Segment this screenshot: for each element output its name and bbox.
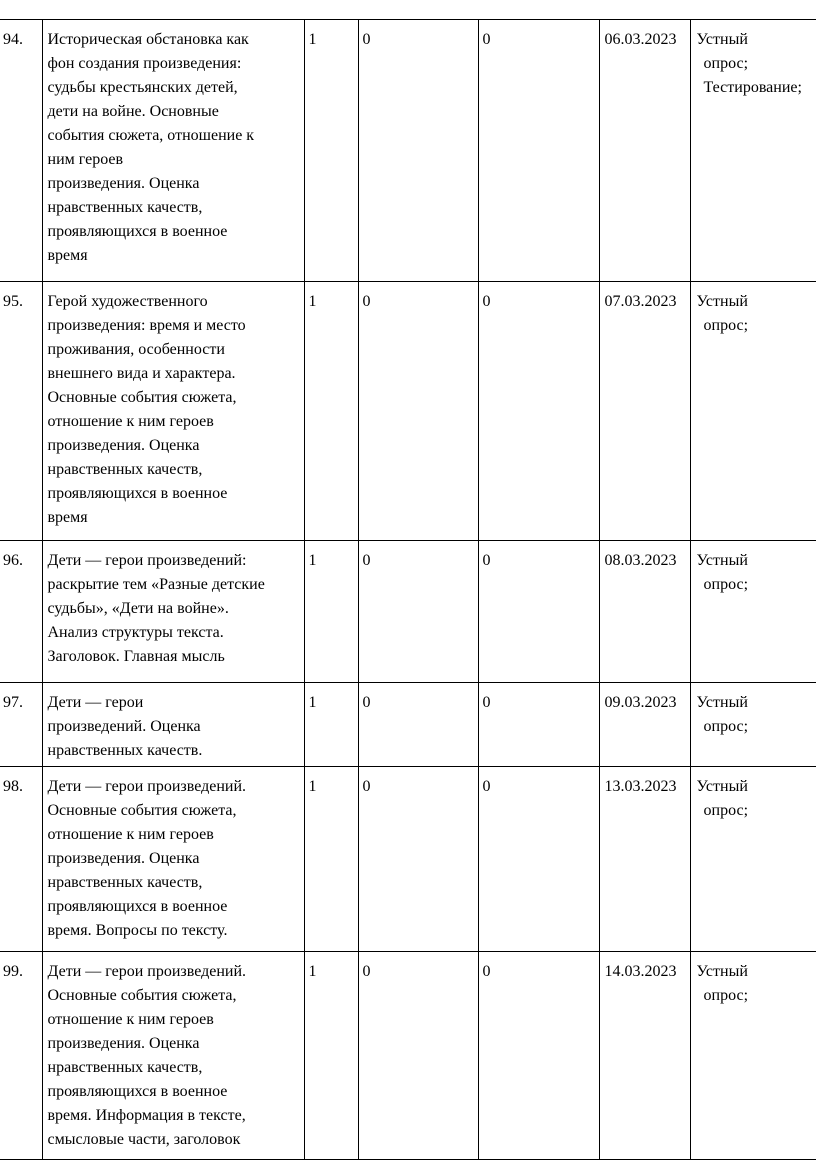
total-hours [304, 282, 358, 541]
lesson-topic-line: произведения: время и место [47, 317, 246, 334]
lesson-number-text: 97. [3, 694, 23, 711]
lesson-topic-line: нравственных качеств, [47, 1059, 203, 1076]
table-row [0, 952, 816, 1160]
assessment-form [690, 20, 816, 282]
lesson-topic-line: Заголовок. Главная мысль [47, 648, 225, 665]
lesson-topic-line: Основные события сюжета, [47, 802, 237, 819]
lesson-topic-line: судьбы», «Дети на войне». [47, 600, 229, 617]
total-hours-value: 1 [308, 552, 317, 569]
practice-hours-value: 0 [482, 293, 491, 310]
table-row [0, 767, 816, 952]
assessment-form-line: Устный [696, 31, 748, 48]
lesson-topic-line: нравственных качеств, [47, 874, 203, 891]
control-hours [358, 683, 478, 767]
lesson-number-text: 95. [3, 293, 23, 310]
control-hours [358, 541, 478, 683]
total-hours [304, 767, 358, 952]
lesson-topic [42, 20, 304, 282]
lesson-topic-line: произведения. Оценка [47, 175, 200, 192]
lesson-date [599, 767, 690, 952]
practice-hours [478, 20, 599, 282]
lesson-topic-line: время [47, 509, 88, 526]
control-hours-value: 0 [362, 778, 371, 795]
lesson-topic-line: Анализ структуры текста. [47, 624, 224, 641]
assessment-form [690, 541, 816, 683]
lesson-topic-line: произведения. Оценка [47, 850, 200, 867]
table-row [0, 541, 816, 683]
lesson-number-text: 99. [3, 963, 23, 980]
total-hours-value: 1 [308, 963, 317, 980]
lesson-topic-line: отношение к ним героев [47, 1011, 214, 1028]
assessment-form [690, 952, 816, 1160]
lesson-topic-line: раскрытие тем «Разные детские [47, 576, 265, 593]
lesson-topic-line: Дети — герои [47, 694, 144, 711]
control-hours [358, 20, 478, 282]
control-hours [358, 767, 478, 952]
lesson-topic-line: проживания, особенности [47, 341, 225, 358]
practice-hours [478, 952, 599, 1160]
assessment-form-line: опрос; [703, 576, 749, 593]
lesson-topic-line: время. Информация в тексте, [47, 1107, 246, 1124]
lesson-date-value: 13.03.2023 [604, 778, 677, 795]
lesson-date [599, 20, 690, 282]
lesson-topic-line: Историческая обстановка как [47, 31, 249, 48]
assessment-form-line: опрос; [703, 55, 749, 72]
assessment-form [690, 683, 816, 767]
practice-hours-value: 0 [482, 963, 491, 980]
lesson-topic-line: нравственных качеств, [47, 199, 203, 216]
control-hours-value: 0 [362, 552, 371, 569]
control-hours-value: 0 [362, 694, 371, 711]
assessment-form-line: Устный [696, 293, 748, 310]
lesson-topic-line: события сюжета, отношение к [47, 127, 255, 144]
lesson-topic-line: проявляющихся в военное [47, 898, 228, 915]
lesson-topic-line: дети на войне. Основные [47, 103, 219, 120]
lesson-topic-line: Основные события сюжета, [47, 389, 237, 406]
table-row [0, 683, 816, 767]
lesson-topic [42, 541, 304, 683]
assessment-form-line: опрос; [703, 718, 749, 735]
lesson-topic-line: время [47, 247, 88, 264]
control-hours [358, 952, 478, 1160]
lesson-topic-line: произведения. Оценка [47, 1035, 200, 1052]
practice-hours [478, 767, 599, 952]
lesson-number [0, 683, 42, 767]
lesson-topic-line: произведения. Оценка [47, 437, 200, 454]
lesson-topic-line: судьбы крестьянских детей, [47, 79, 238, 96]
lesson-number [0, 20, 42, 282]
lesson-topic-line: время. Вопросы по тексту. [47, 922, 228, 939]
lesson-topic-line: смысловые части, заголовок [47, 1131, 241, 1148]
lesson-topic-line: произведений. Оценка [47, 718, 201, 735]
assessment-form-line: опрос; [703, 317, 749, 334]
lesson-number-text: 96. [3, 552, 23, 569]
assessment-form-line: опрос; [703, 987, 749, 1004]
total-hours [304, 683, 358, 767]
total-hours-value: 1 [308, 778, 317, 795]
assessment-form-line: Тестирование; [703, 79, 802, 96]
table-row [0, 282, 816, 541]
lesson-topic-line: ним героев [47, 151, 124, 168]
lesson-date [599, 683, 690, 767]
total-hours-value: 1 [308, 31, 317, 48]
lesson-number-text: 98. [3, 778, 23, 795]
lesson-date-value: 06.03.2023 [604, 31, 677, 48]
lesson-topic-line: проявляющихся в военное [47, 485, 228, 502]
lesson-topic [42, 952, 304, 1160]
lesson-date-value: 07.03.2023 [604, 293, 677, 310]
lesson-topic-line: внешнего вида и характера. [47, 365, 236, 382]
lesson-topic-line: Дети — герои произведений. [47, 963, 247, 980]
lesson-topic-line: отношение к ним героев [47, 413, 214, 430]
table-row [0, 20, 816, 282]
lesson-date [599, 282, 690, 541]
lesson-topic-line: нравственных качеств, [47, 461, 203, 478]
assessment-form [690, 767, 816, 952]
lesson-topic-line: отношение к ним героев [47, 826, 214, 843]
lesson-date [599, 541, 690, 683]
lesson-number [0, 767, 42, 952]
assessment-form-line: опрос; [703, 802, 749, 819]
assessment-form-line: Устный [696, 552, 748, 569]
lesson-date [599, 952, 690, 1160]
lesson-topic-line: фон создания произведения: [47, 55, 242, 72]
lesson-number [0, 282, 42, 541]
lesson-plan-body [0, 20, 816, 1160]
lesson-number [0, 952, 42, 1160]
control-hours-value: 0 [362, 963, 371, 980]
total-hours-value: 1 [308, 694, 317, 711]
practice-hours-value: 0 [482, 552, 491, 569]
control-hours-value: 0 [362, 31, 371, 48]
lesson-topic [42, 282, 304, 541]
practice-hours-value: 0 [482, 694, 491, 711]
total-hours [304, 541, 358, 683]
lesson-topic-line: Герой художественного [47, 293, 208, 310]
total-hours [304, 952, 358, 1160]
assessment-form-line: Устный [696, 778, 748, 795]
lesson-topic-line: Основные события сюжета, [47, 987, 237, 1004]
practice-hours-value: 0 [482, 31, 491, 48]
lesson-plan-table [0, 19, 816, 1160]
lesson-topic [42, 767, 304, 952]
lesson-topic-line: Дети — герои произведений. [47, 778, 247, 795]
lesson-topic-line: проявляющихся в военное [47, 1083, 228, 1100]
practice-hours [478, 282, 599, 541]
control-hours [358, 282, 478, 541]
lesson-topic-line: нравственных качеств. [47, 742, 203, 759]
practice-hours-value: 0 [482, 778, 491, 795]
assessment-form-line: Устный [696, 963, 748, 980]
control-hours-value: 0 [362, 293, 371, 310]
practice-hours [478, 683, 599, 767]
total-hours [304, 20, 358, 282]
lesson-number [0, 541, 42, 683]
lesson-date-value: 14.03.2023 [604, 963, 677, 980]
lesson-topic [42, 683, 304, 767]
lesson-date-value: 08.03.2023 [604, 552, 677, 569]
lesson-topic-line: проявляющихся в военное [47, 223, 228, 240]
assessment-form [690, 282, 816, 541]
lesson-date-value: 09.03.2023 [604, 694, 677, 711]
lesson-topic-line: Дети — герои произведений: [47, 552, 247, 569]
assessment-form-line: Устный [696, 694, 748, 711]
practice-hours [478, 541, 599, 683]
total-hours-value: 1 [308, 293, 317, 310]
lesson-number-text: 94. [3, 31, 23, 48]
